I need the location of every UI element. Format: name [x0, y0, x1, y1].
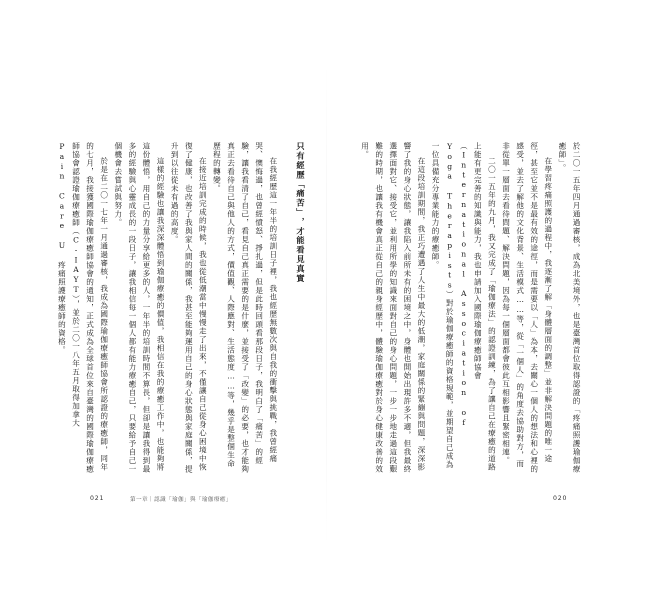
- paragraph: 二〇一五年的九月，我又完成了「瑜伽療法」的認證訓練，為了讓自己在療癒的道路上能有更完善的知識與能力，我也申請加入國際瑜伽療癒師協會（International Association of Yoga Therapists）對於瑜伽療癒師的資格規範，並期望自己成為一位具備充分專業能力的療癒師。: [431, 142, 497, 472]
- paragraph: 於是在二〇一七年一月通過審核，我成為國際瑜伽療癒師協會所認證的療癒師，同年的七月，我接獲國際瑜伽療癒師協會的通知，正式成為全球首位來自臺灣的國際瑜伽療癒師協會認證瑜伽療癒師（C-IAYT），並於二〇一八年五月取得加拿大 Pain Care U 疼痛照護療癒師的資格。: [57, 142, 109, 474]
- page-number-left: 021: [90, 495, 105, 502]
- heading-spacer: [280, 142, 294, 151]
- left-page-text: [57, 142, 308, 474]
- paragraph: 於二〇一五年四月通過審核，成為北美境外，也是臺灣首位取得認證的「疼痛照護瑜伽療癒師」。: [557, 142, 581, 474]
- page-number-right: 020: [553, 495, 568, 502]
- paragraph: 在接近培訓完成的時候，我也從低潮當中慢慢走了出來，不僅讓自己從身心困境中恢復了健康，也改善了我與家人間的關係，我甚至能夠運用自己的身心狀態與家庭關係，提升到以往從未有過的高度。: [170, 142, 208, 474]
- right-page-text: [343, 142, 583, 474]
- section-heading: 只有經歷「痛苦」，才能看見真實: [296, 142, 306, 283]
- paragraph: 在我經歷這一年半的培訓日子裡，我也經歷無數次與自我的衝擊與挑戰，我曾經痛哭、懊悔過，也曾經憤怒、掙扎過，但是此時回頭看那段日子，我明白了「痛苦」的經驗，讓我看清了自己，看見自己真正需要的是什麼，並接受了「改變」的必要，也才能夠真正去看待自己與他人的方式，價值觀、人際應對、生活態度……等，幾乎是整個生命歷程的轉變。: [212, 142, 278, 474]
- running-head: 第一章｜認識「瑜伽」與「瑜伽療癒」: [130, 497, 232, 503]
- paragraph: 這樣的經驗也讓我深深體悟到瑜伽療癒的價值，我相信在我的療癒工作中，也能夠將這份體悟，用自己的力量分享給更多的人，一年半的培訓時間不算長，但卻是讓我得到最多的經驗與心靈成長的一段日子，讓我相信每一個人都有能力療癒自己，只要給予自己一個機會去嘗試與努力。: [113, 142, 166, 474]
- paragraph: 在這段培訓期間，我正巧遭遇了人生中最大的低潮，家庭關係的緊繃與問題，深深影響了我的身心狀態，讓我陷入前所未有的困境之中，身體也開始出現許多不適，但我最終選擇面對它、接受它，並利用所學的知識來面對自己的身心問題，一步一步地走過這段艱難的時期，也讓我有機會真正從自己的親身經歷中，體驗瑜伽療癒對於身心健康改善的效用。: [360, 142, 426, 474]
- left-page: [0, 0, 327, 609]
- paragraph: 在學習疼痛照護的過程中，我逐漸了解「身體層面的調整」並非解決問題的唯一途徑，甚至它並不是最有效的途徑，而是需要以「人」為本，去關心一個人的想法和心裡的感受，並去了解他的文化背景、生活模式……等，從「一個人」的角度去協助對方，而非從單一層面去看待問題、解決問題，因為每一個層面都會彼此互相影響且緊密相連。: [501, 142, 553, 474]
